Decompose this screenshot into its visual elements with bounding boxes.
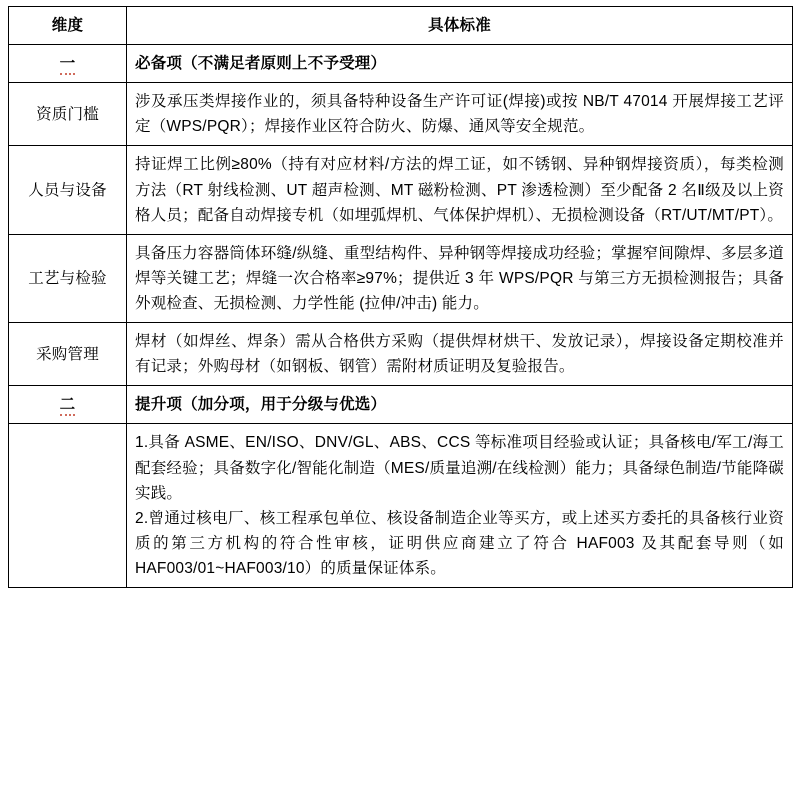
table-row (9, 45, 793, 83)
criteria-bonus-item-2: 2.曾通过核电厂、核工程承包单位、核设备制造企业等买方，或上述买方委托的具备核行业资质的第三方机构的符合性审核，证明供应商建立了符合 HAF003 及其配套导则（如 HAF003/01~HAF003/10）的质量保证体系。 (135, 509, 784, 577)
header-criteria: 具体标准 (127, 7, 793, 45)
table-row (9, 234, 793, 322)
dimension-procurement: 采购管理 (9, 323, 127, 386)
table-header-row (9, 7, 793, 45)
section-label-one (9, 45, 127, 83)
dimension-process-inspection: 工艺与检验 (9, 234, 127, 322)
table-row (9, 146, 793, 234)
criteria-process-inspection: 具备压力容器筒体环缝/纵缝、重型结构件、异种钢等焊接成功经验；掌握窄间隙焊、多层多道焊等关键工艺；焊缝一次合格率≥97%；提供近 3 年 WPS/PQR 与第三方无损检测报告；具备外观检查、无损检测、力学性能 (拉伸/冲击) 能力。 (127, 234, 793, 322)
section-label-text: 二 (60, 396, 76, 416)
criteria-procurement: 焊材（如焊丝、焊条）需从合格供方采购（提供焊材烘干、发放记录），焊接设备定期校准并有记录；外购母材（如钢板、钢管）需附材质证明及复验报告。 (127, 323, 793, 386)
table-row (9, 83, 793, 146)
criteria-personnel-equipment: 持证焊工比例≥80%（持有对应材料/方法的焊工证，如不锈钢、异种钢焊接资质），每类检测方法（RT 射线检测、UT 超声检测、MT 磁粉检测、PT 渗透检测）至少配备 2 名Ⅱ级及以上资格人员；配备自动焊接专机（如埋弧焊机、气体保护焊机）、无损检测设备（RT/UT/MT/PT）。 (127, 146, 793, 234)
table-row (9, 386, 793, 424)
criteria-bonus (127, 424, 793, 588)
requirements-table (8, 6, 793, 588)
dimension-bonus (9, 424, 127, 588)
section-title-bonus: 提升项（加分项，用于分级与优选） (127, 386, 793, 424)
table-row (9, 424, 793, 588)
section-label-text: 一 (60, 55, 76, 75)
table-row (9, 323, 793, 386)
criteria-bonus-item-1: 1.具备 ASME、EN/ISO、DNV/GL、ABS、CCS 等标准项目经验或认证；具备核电/军工/海工配套经验；具备数字化/智能化制造（MES/质量追溯/在线检测）能力；具备绿色制造/节能降碳实践。 (135, 434, 784, 502)
section-title-required: 必备项（不满足者原则上不予受理） (127, 45, 793, 83)
dimension-qualification: 资质门槛 (9, 83, 127, 146)
dimension-personnel-equipment: 人员与设备 (9, 146, 127, 234)
section-label-two (9, 386, 127, 424)
criteria-qualification: 涉及承压类焊接作业的，须具备特种设备生产许可证(焊接)或按 NB/T 47014 开展焊接工艺评定（WPS/PQR）；焊接作业区符合防火、防爆、通风等安全规范。 (127, 83, 793, 146)
header-dimension: 维度 (9, 7, 127, 45)
